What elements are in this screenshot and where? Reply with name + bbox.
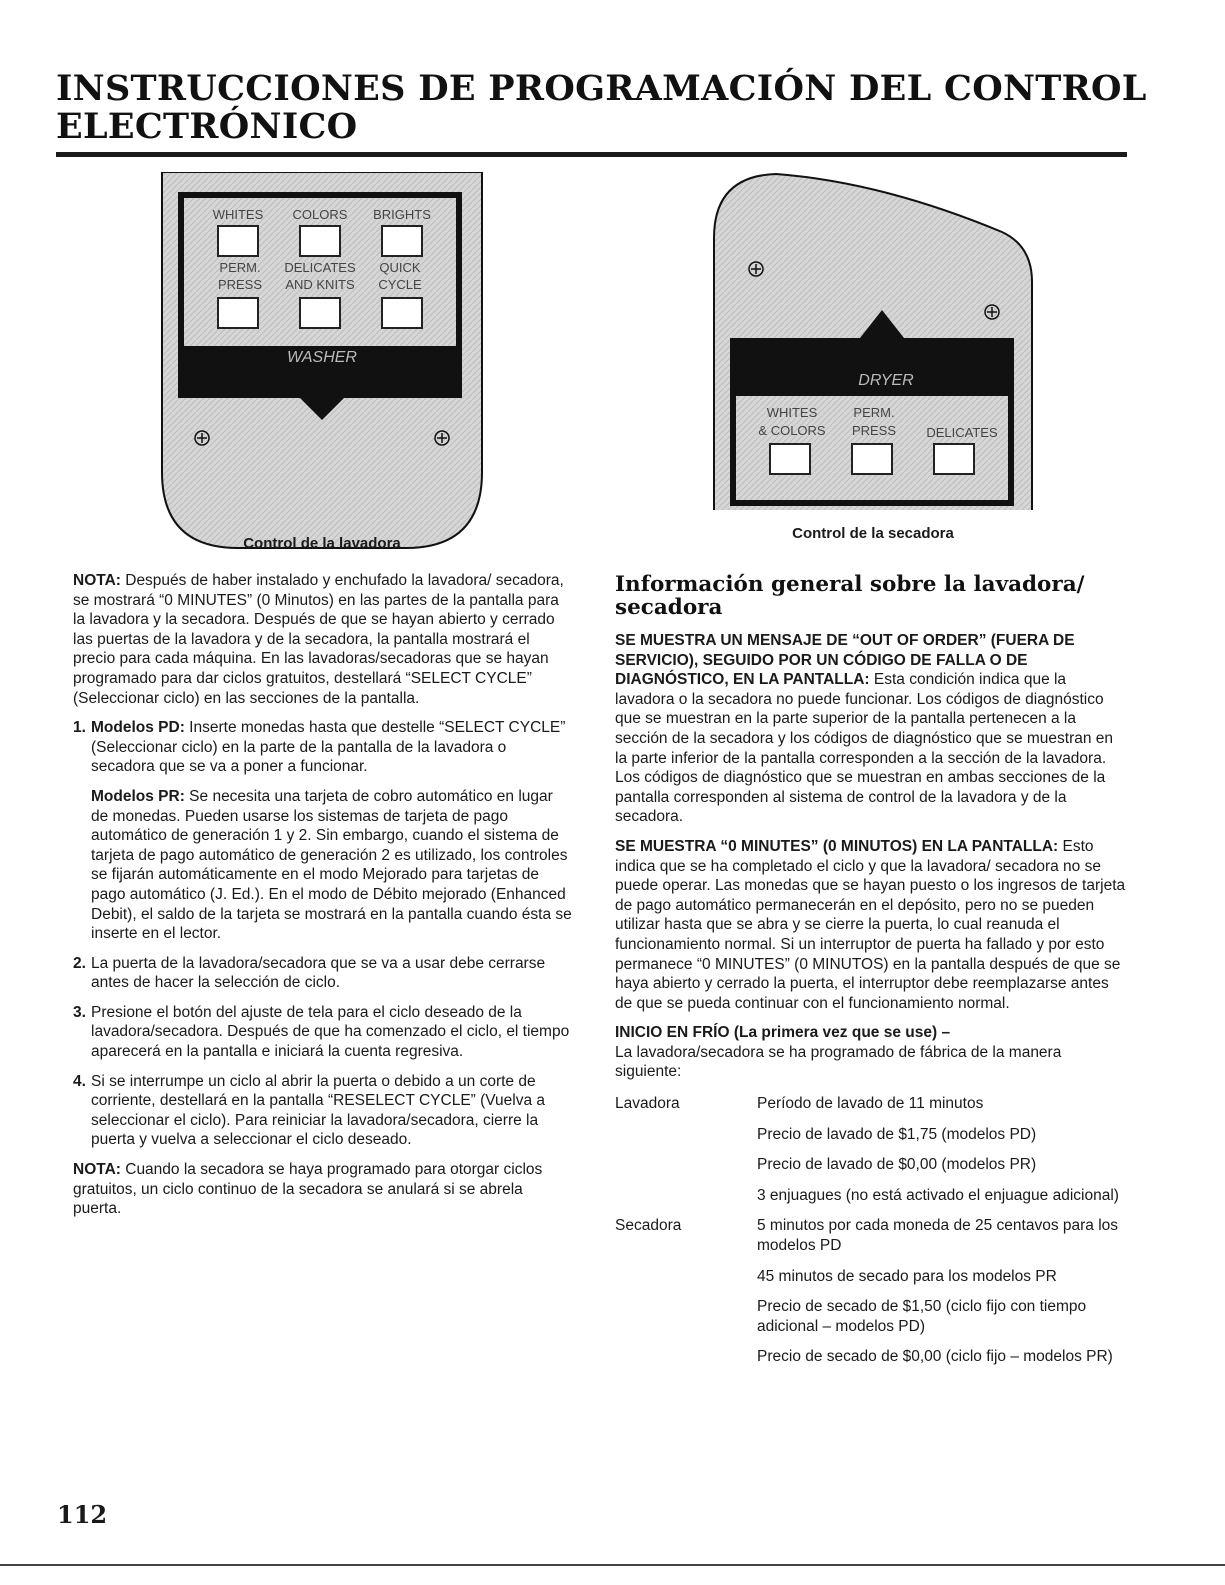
dryer-whites-colors-button — [770, 444, 810, 474]
washer-colors-button — [300, 226, 340, 256]
out-of-order-paragraph: SE MUESTRA UN MENSAJE DE “OUT OF ORDER” (FUERA DE SERVICIO), SEGUIDO POR UN CÓDIGO DE FALLA O DE DIAGNÓSTICO, EN LA PANTALLA: Esta condición indica que la lavadora o la secadora no puede funcionar. Los códigos de diagnóstico que se muestran en la parte superior de la pantalla pertenecen a la sección de la secadora y los códigos de diagnóstico que se muestran en la parte inferior de la pantalla corresponden a la sección de la lavadora. Los códigos de diagnóstico que se muestran en ambas secciones de la pantalla corresponden al sistema de control de la lavadora y de la secadora. — [615, 632, 1114, 826]
washer-btn-label: WHITES — [212, 207, 264, 222]
table-row — [615, 1186, 1127, 1217]
zero-minutes-paragraph: SE MUESTRA “0 MINUTES” (0 MINUTOS) EN LA PANTALLA: Esto indica que se ha completado el ciclo y que la lavadora/ secadora no se puede operar. Las monedas que se hayan puesto o los ingresos de tarjeta de pago automático permanecerán en el depósito, pero no se pueden utilizar hasta que se abra y se cierre la puerta, lo cual reanuda el funcionamiento normal. Si un interruptor de puerta ha fallado y por esto permanece “0 MINUTES” (0 MINUTOS) en la pantalla después de que se haya abierto y cerrado la puerta, el interruptor debe reemplazarse antes de que se pueda continuar con el funcionamiento normal. — [615, 837, 1126, 1012]
table-row — [615, 1125, 1127, 1156]
spec-value: Precio de lavado de $1,75 (modelos PD) — [757, 1125, 1037, 1143]
washer-caption: Control de la lavadora — [243, 535, 401, 552]
dryer-control-illustration — [712, 172, 1034, 510]
spec-key: Secadora — [615, 1217, 682, 1235]
list-item: 4. Si se interrumpe un ciclo al abrir la puerta o debido a un corte de corriente, destellará en la pantalla “RESELECT CYCLE” (Vuelva a seleccionar el ciclo). Para reiniciar la lavadora/secadora, cierre la puerta y vuelva a seleccionar el ciclo deseado. — [73, 1072, 546, 1149]
washer-btn-label: DELICATES — [284, 260, 356, 275]
list-item: 1. Modelos PD: Inserte monedas hasta que destelle “SELECT CYCLE” (Seleccionar ciclo) en la parte de la pantalla de la lavadora o secadora que se va a poner a funcionar. Modelos PR: Se necesita una tarjeta de cobro automático en lugar de monedas. Pueden usarse los sistemas de tarjeta de pago automático de generación 1 y 2. Sin embargo, cuando el sistema de tarjeta de pago automático de generación 2 es utilizado, los controles se fijarán automáticamente en el modo Mejorado para tarjetas de pago automático (J. Ed.). En el modo de Débito mejorado (Enhanced Debit), el saldo de la tarjeta se mostrará en la pantalla cuando ésta se inserte en el lector. — [73, 719, 572, 943]
table-row — [615, 1347, 1127, 1378]
spec-key — [615, 1155, 757, 1186]
spec-value: Precio de secado de $1,50 (ciclo fijo con tiempo adicional – modelos PD) — [757, 1298, 1087, 1335]
table-row — [615, 1216, 1127, 1266]
right-column — [615, 573, 1127, 1378]
bottom-rule — [0, 1564, 1225, 1566]
left-column — [73, 571, 573, 1229]
spec-value: 5 minutos por cada moneda de 25 centavos para los modelos PD — [757, 1217, 1119, 1255]
dryer-label: DRYER — [858, 372, 914, 389]
spec-key — [615, 1267, 757, 1298]
washer-label: WASHER — [287, 349, 357, 366]
dryer-delicates-button — [934, 444, 974, 474]
page-number: 112 — [57, 1500, 108, 1529]
spec-key — [615, 1186, 757, 1217]
washer-brights-button — [382, 226, 422, 256]
dryer-btn-label: & COLORS — [758, 423, 826, 438]
dryer-btn-label: PRESS — [851, 423, 897, 438]
spec-value: 45 minutos de secado para los modelos PR — [757, 1267, 1057, 1285]
spec-value: 3 enjuagues (no está activado el enjuague adicional) — [757, 1186, 1119, 1204]
spec-value: Período de lavado de 11 minutos — [757, 1095, 984, 1113]
list-item: 2. La puerta de la lavadora/secadora que se va a usar debe cerrarse antes de hacer la selección de ciclo. — [73, 954, 546, 992]
washer-btn-label: PRESS — [217, 277, 263, 292]
dryer-btn-label: DELICATES — [926, 425, 998, 440]
spec-value: Precio de lavado de $0,00 (modelos PR) — [757, 1156, 1037, 1174]
spec-key — [615, 1297, 757, 1347]
nota-paragraph: NOTA: Cuando la secadora se haya programado para otorgar ciclos gratuitos, un ciclo continuo de la secadora se anulará si se abrela puerta. — [73, 1161, 543, 1218]
washer-btn-label: PERM. — [219, 260, 261, 275]
nota-paragraph: NOTA: Después de haber instalado y enchufado la lavadora/ secadora, se mostrará “0 MINUTES” (0 Minutos) en las partes de la pantalla para la lavadora y la secadora. Después de que se hayan abierto y cerrado las puertas de la lavadora y de la secadora, la pantalla mostrará el precio para cada máquina. En las lavadoras/secadoras que se hayan programado para dar ciclos gratuitos, destellará “SELECT CYCLE” (Seleccionar ciclo) en las secciones de la pantalla. — [73, 572, 564, 707]
table-row — [615, 1267, 1127, 1298]
list-item: 3. Presione el botón del ajuste de tela para el ciclo deseado de la lavadora/secadora. Después de que ha comenzado el ciclo, el tiempo aparecerá en la pantalla e iniciará la cuenta regresiva. — [73, 1003, 570, 1061]
washer-perm-press-button — [218, 298, 258, 328]
title-rule — [56, 152, 1127, 157]
washer-control-illustration — [160, 172, 484, 550]
cold-start-paragraph: INICIO EN FRÍO (La primera vez que se use) – La lavadora/secadora se ha programado de fábrica de la manera siguiente: — [615, 1024, 1062, 1081]
spec-value: Precio de secado de $0,00 (ciclo fijo – modelos PR) — [757, 1348, 1113, 1366]
table-row — [615, 1094, 1127, 1125]
spec-key: Lavadora — [615, 1095, 680, 1113]
dryer-caption: Control de la secadora — [792, 525, 954, 542]
washer-panel-svg — [160, 172, 484, 550]
dryer-perm-press-button — [852, 444, 892, 474]
washer-quick-cycle-button — [382, 298, 422, 328]
washer-btn-label: COLORS — [292, 207, 348, 222]
page-title: INSTRUCCIONES DE PROGRAMACIÓN DEL CONTROL ELECTRÓNICO — [56, 68, 1147, 147]
washer-btn-label: AND KNITS — [285, 277, 355, 292]
spec-key — [615, 1347, 757, 1378]
dryer-btn-label: PERM. — [853, 405, 895, 420]
section-title: Información general sobre la lavadora/ secadora — [615, 572, 1085, 620]
washer-btn-label: CYCLE — [378, 277, 422, 292]
washer-whites-button — [218, 226, 258, 256]
washer-delicates-button — [300, 298, 340, 328]
spec-key — [615, 1125, 757, 1156]
factory-settings-table — [615, 1094, 1127, 1378]
dryer-panel-svg — [712, 172, 1034, 510]
steps-list — [73, 718, 573, 1150]
dryer-btn-label: WHITES — [766, 405, 818, 420]
table-row — [615, 1297, 1127, 1347]
table-row — [615, 1155, 1127, 1186]
washer-btn-label: QUICK — [379, 260, 421, 275]
pr-models-paragraph: Modelos PR: Se necesita una tarjeta de cobro automático en lugar de monedas. Pueden usarse los sistemas de tarjeta de pago automático de generación 1 y 2. Sin embargo, cuando el sistema de tarjeta de pago automático de generación 2 es utilizado, los controles se fijarán automáticamente en el modo Mejorado para tarjetas de pago automático (J. Ed.). En el modo de Débito mejorado (Enhanced Debit), el saldo de la tarjeta se mostrará en la pantalla cuando ésta se inserte en el lector. — [91, 787, 572, 943]
washer-btn-label: BRIGHTS — [373, 207, 431, 222]
